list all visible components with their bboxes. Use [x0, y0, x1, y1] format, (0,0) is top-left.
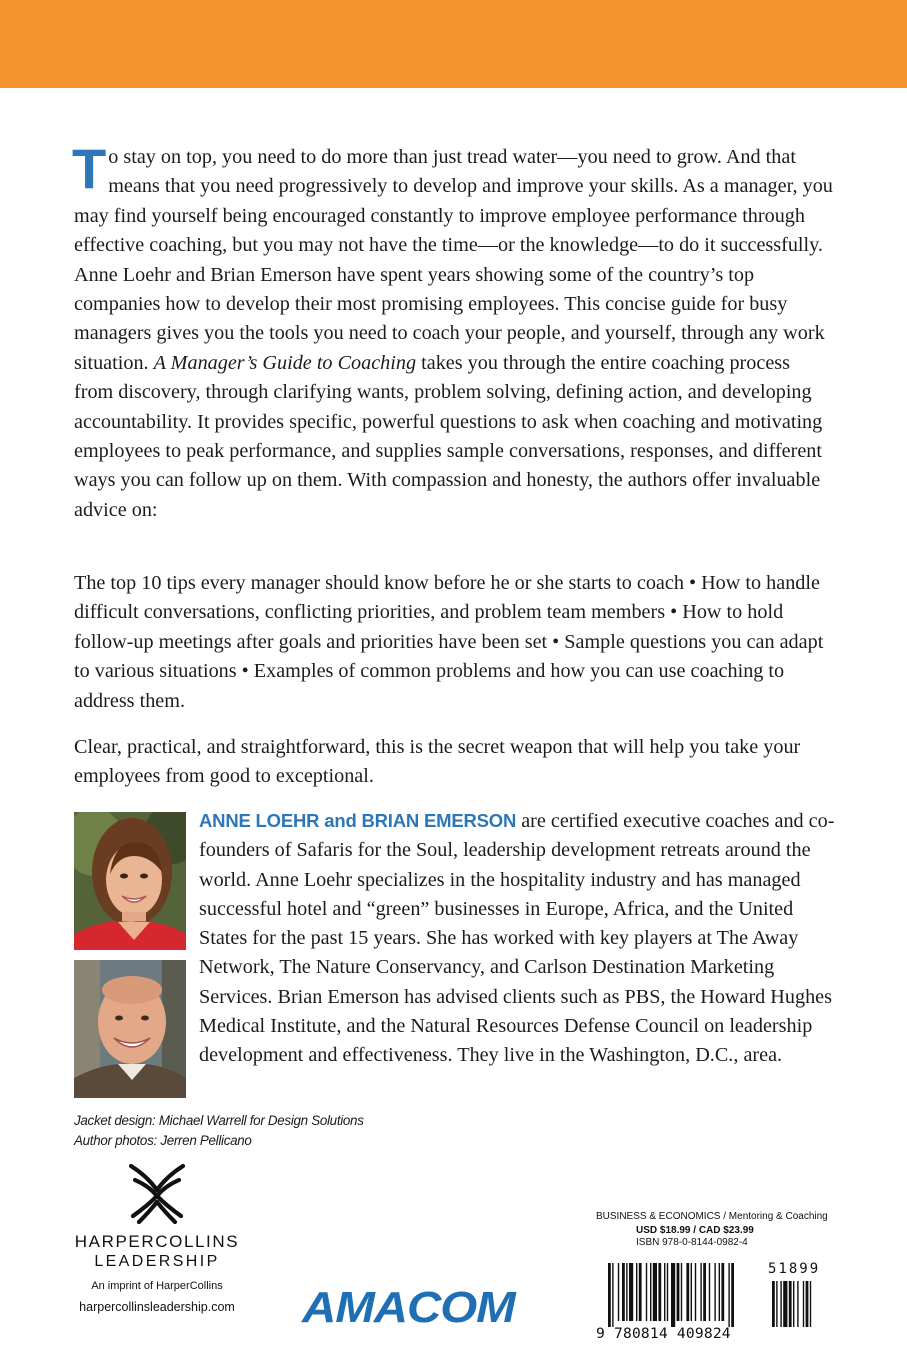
- barcode-bar: [677, 1263, 680, 1321]
- barcode-bar: [709, 1263, 710, 1321]
- barcode-bar: [626, 1263, 627, 1321]
- photo-illustration: [74, 960, 186, 1098]
- barcode-bar: [636, 1263, 637, 1321]
- barcode-addon-bar: [810, 1281, 811, 1327]
- barcode-bar: [695, 1263, 696, 1321]
- barcode-bar: [658, 1263, 661, 1321]
- barcode-bar: [721, 1263, 724, 1321]
- amacom-logo: AMACOM: [302, 1283, 515, 1332]
- barcode-addon-bar: [776, 1281, 777, 1327]
- author-names: ANNE LOEHR and BRIAN EMERSON: [199, 810, 517, 831]
- barcode-bar: [639, 1263, 642, 1321]
- author-bio-text: are certified executive coaches and co-founders of Safaris for the Soul, leadership development retreats around the world. Anne Loehr specializes in the hospitality industry and has managed successful hotel and “green” businesses in Europe, Africa, and the United States for the past 15 years. She has worked with key players at The Away Network, The Nature Conservancy, and Carlson Destination Marketing Services. Brian Emerson has advised clients such as PBS, the Howard Hughes Medical Institute, and the Natural Resources Defense Council on leadership development and effectiveness. They live in the Washington, D.C., area.: [199, 810, 835, 1067]
- barcode-bar: [646, 1263, 647, 1321]
- barcode-bar: [650, 1263, 651, 1321]
- description-paragraph-3: Clear, practical, and straightforward, this is the secret weapon that will help you take your employees from good to exceptional.: [74, 736, 801, 788]
- isbn: ISBN 978-0-8144-0982-4: [636, 1237, 748, 1248]
- barcode-addon-bar: [789, 1281, 792, 1327]
- barcode-bar: [618, 1263, 619, 1321]
- description-text-a: o stay on top, you need to do more than just tread water—you need to grow. And that means that you need progressively to develop and improve your skills. As a manager, you may find yourself being encouraged constantly to improve employee performance through effective coaching, but you may not have the time—or the knowledge—to do it successfully. Anne Loehr and Brian Emerson have spent years showing some of the country’s top companies how to develop their most promising employees. This concise guide for busy managers gives you the tools you need to coach your people, and yourself, through any work situation.: [74, 146, 833, 374]
- author-photos-credit: Author photos: Jerren Pellicano: [74, 1133, 252, 1148]
- barcode-bar: [719, 1263, 720, 1321]
- barcode-bar: [629, 1263, 633, 1321]
- barcode-bars: [596, 1263, 846, 1363]
- barcode-bar: [653, 1263, 657, 1321]
- barcode-bar: [681, 1263, 682, 1321]
- design-credits: [74, 1111, 364, 1151]
- barcode-addon-bar: [803, 1281, 804, 1327]
- barcode-bar: [731, 1263, 734, 1327]
- barcode-bar: [691, 1263, 692, 1321]
- description-paragraph-1: [72, 137, 834, 525]
- publisher-name: HARPERCOLLINS: [74, 1232, 240, 1251]
- barcode-bar: [700, 1263, 701, 1321]
- author-photo-anne-loehr: [74, 812, 186, 950]
- barcode-bar: [608, 1263, 611, 1327]
- barcode-digits: 9 780814 409824: [596, 1325, 731, 1342]
- barcode-bar: [671, 1263, 675, 1327]
- publisher-imprint: An imprint of HarperCollins: [91, 1280, 223, 1292]
- barcode-addon-bar: [783, 1281, 787, 1327]
- drop-cap: T: [72, 137, 107, 200]
- barcode-addon-bar: [793, 1281, 794, 1327]
- author-bio: [199, 806, 839, 1071]
- description-paragraph-2: The top 10 tips every manager should know before he or she starts to coach • How to handle difficult conversations, conflicting priorities, and problem team members • How to hold follow-up meetings after goals and priorities have been set • Sample questions you can adapt to various situations • Examples of common problems and how you can use coaching to address them.: [74, 572, 824, 712]
- photo-illustration: [74, 812, 186, 950]
- barcode-addon-bar: [806, 1281, 809, 1327]
- barcode-bar: [664, 1263, 665, 1321]
- barcode-bar: [714, 1263, 715, 1321]
- barcode-bar: [686, 1263, 689, 1321]
- barcode-addon-bar: [772, 1281, 775, 1327]
- barcode-addon-bar: [797, 1281, 798, 1327]
- barcode-bar: [622, 1263, 625, 1321]
- barcode-addon-digits: 51899: [768, 1261, 821, 1277]
- barcode-bar: [728, 1263, 729, 1327]
- bisac-category: BUSINESS & ECONOMICS / Mentoring & Coaching: [596, 1211, 828, 1222]
- barcode-bar: [667, 1263, 668, 1321]
- barcode-block: [596, 1211, 846, 1342]
- barcode-bar: [612, 1263, 613, 1327]
- publisher-line: LEADERSHIP: [94, 1253, 220, 1270]
- jacket-design-credit: Jacket design: Michael Warrell for Design Solutions: [74, 1113, 364, 1128]
- publisher-url: harpercollinsleadership.com: [79, 1300, 235, 1314]
- barcode-addon-bar: [780, 1281, 781, 1327]
- author-photo-brian-emerson: [74, 960, 186, 1098]
- barcode-bar: [703, 1263, 706, 1321]
- description-text-b: takes you through the entire coaching process from discovery, through clarifying wants, problem solving, defining action, and developing accountability. It provides specific, powerful questions to ask when coaching and motivating employees to peak performance, and supplies sample conversations, responses, and different ways you can follow up on them. With compassion and honesty, the authors offer invaluable advice on:: [74, 351, 823, 521]
- top-color-band: [0, 0, 907, 88]
- book-title: A Manager’s Guide to Coaching: [153, 351, 417, 374]
- harpercollins-leadership-logo: [60, 1160, 254, 1314]
- price: USD $18.99 / CAD $23.99: [636, 1225, 754, 1236]
- harpercollins-fire-water-icon: [125, 1160, 189, 1226]
